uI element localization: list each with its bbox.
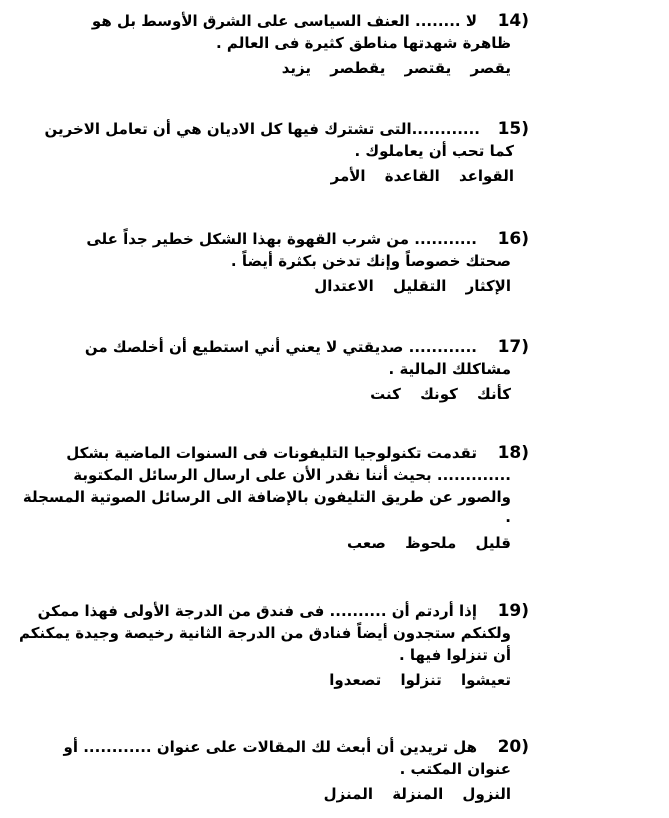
question-line: ............. بحيث أننا نقدر الأن على ارسال الرسائل المكتوبة [73, 466, 511, 484]
question-number: 15) [497, 119, 529, 139]
question-body [71, 336, 511, 405]
question-line: إذا أردتم أن .......... فى فندق من الدرجة الأولى فهذا ممكن [37, 602, 477, 620]
question-number: 16) [497, 229, 529, 249]
question-body [71, 228, 511, 297]
question-line: لا ........ العنف السياسى على الشرق الأوسط بل هو [91, 12, 477, 30]
question-line: تقدمت تكنولوجيا التليفونات فى السنوات الماضية بشكل [66, 444, 477, 462]
question-line: عنوان المكتب . [399, 760, 511, 778]
answer-options: كأنك كونك كنت [370, 385, 511, 403]
question-body [18, 600, 511, 691]
question-body [44, 118, 514, 187]
question-number: 18) [497, 443, 529, 463]
answer-options: قليل ملحوظ صعب [347, 534, 511, 552]
question-line: ............ صديقتي لا يعني أني استطيع أن أخلصك من [84, 338, 477, 356]
question-line: كما تحب أن يعاملوك . [354, 142, 514, 160]
question-number: 20) [497, 737, 529, 757]
answer-options: تعيشوا تنزلوا تصعدوا [329, 671, 511, 689]
question-line: ............التى تشترك فيها كل الاديان هي أن تعامل الاخرين [44, 120, 480, 138]
question-line: أن تنزلوا فيها . [398, 646, 511, 664]
question-line: صحتك خصوصاً وإنك تدخن بكثرة أيضاً . [230, 252, 511, 270]
answer-options: النزول المنزلة المنزل [323, 785, 511, 803]
question-number: 17) [497, 337, 529, 357]
question-body [63, 736, 511, 805]
answer-options: الإكثار التقليل الاعتدال [314, 277, 511, 295]
question-number: 19) [497, 601, 529, 621]
answer-options: يقصر يقتصر يقطصر يزيد [281, 59, 511, 77]
question-line: ظاهرة شهدتها مناطق كثيرة فى العالم . [216, 34, 511, 52]
question-line: ........... من شرب القهوة بهذا الشكل خطير جداً على [86, 230, 477, 248]
question-line: مشاكلك المالية . [388, 360, 511, 378]
answer-options: القواعد القاعدة الأمر [330, 167, 514, 185]
question-body [71, 10, 511, 79]
question-line: هل تريدين أن أبعث لك المقالات على عنوان ............ أو [63, 738, 477, 756]
question-body [22, 442, 511, 554]
question-line: ولكنكم ستجدون أيضاً فنادق من الدرجة الثانية رخيصة وجيدة يمكنكم [18, 624, 511, 642]
question-line: . [505, 508, 511, 526]
question-number: 14) [497, 11, 529, 31]
question-line: والصور عن طريق التليفون بالإضافة الى الرسائل الصوتية المسجلة [22, 488, 511, 506]
